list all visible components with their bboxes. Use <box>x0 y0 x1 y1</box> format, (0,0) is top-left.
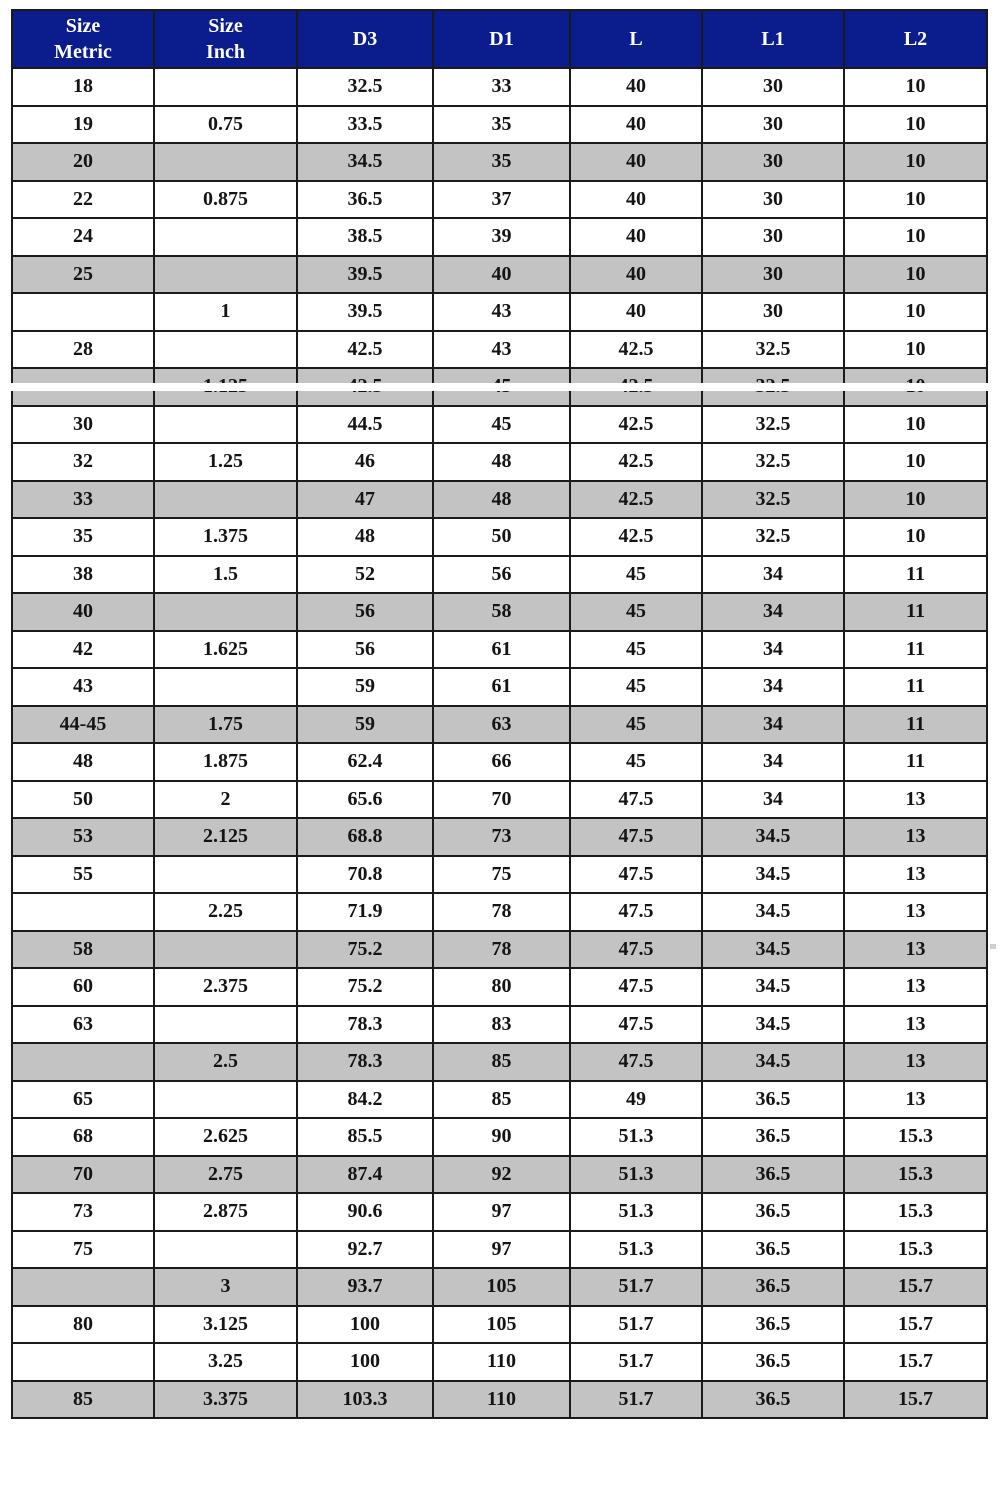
cell-l1: 34 <box>702 631 844 669</box>
cell-l1: 34 <box>702 781 844 819</box>
cell-size-inch <box>154 481 297 519</box>
cell-size-inch <box>154 256 297 294</box>
header-l1: L1 <box>702 10 844 68</box>
cell-size-inch: 1 <box>154 293 297 331</box>
cell-d3: 47 <box>297 481 433 519</box>
cell-l1: 36.5 <box>702 1231 844 1269</box>
cell-size-metric: 38 <box>12 556 154 594</box>
cell-l2: 11 <box>844 706 987 744</box>
cell-size-inch: 1.75 <box>154 706 297 744</box>
cell-size-metric: 44-45 <box>12 706 154 744</box>
cell-d3: 56 <box>297 593 433 631</box>
cell-l1: 34.5 <box>702 1006 844 1044</box>
table-row <box>12 856 987 894</box>
cell-d3: 59 <box>297 706 433 744</box>
cell-l2: 10 <box>844 331 987 369</box>
header-row <box>12 10 987 68</box>
cell-l1: 30 <box>702 293 844 331</box>
cell-d1: 85 <box>433 1043 570 1081</box>
cell-d1: 50 <box>433 518 570 556</box>
cell-d3: 90.6 <box>297 1193 433 1231</box>
cell-size-metric <box>12 293 154 331</box>
cell-l2: 11 <box>844 743 987 781</box>
cell-l1: 36.5 <box>702 1306 844 1344</box>
cell-d1: 73 <box>433 818 570 856</box>
cell-d3: 93.7 <box>297 1268 433 1306</box>
dimension-table <box>11 9 988 1419</box>
cell-l: 47.5 <box>570 893 702 931</box>
cell-size-inch <box>154 218 297 256</box>
cell-size-metric: 48 <box>12 743 154 781</box>
table-row <box>12 218 987 256</box>
cell-l2: 13 <box>844 818 987 856</box>
table-row <box>12 1231 987 1269</box>
cell-l2: 15.3 <box>844 1193 987 1231</box>
cell-l2: 13 <box>844 931 987 969</box>
cell-d3: 87.4 <box>297 1156 433 1194</box>
cell-d3: 39.5 <box>297 256 433 294</box>
cell-l: 40 <box>570 293 702 331</box>
table-row <box>12 1156 987 1194</box>
cell-size-inch: 0.875 <box>154 181 297 219</box>
cell-l2: 13 <box>844 1043 987 1081</box>
cell-l1: 34 <box>702 668 844 706</box>
cell-l1: 34.5 <box>702 931 844 969</box>
cell-d1: 78 <box>433 893 570 931</box>
cell-l2: 13 <box>844 1081 987 1119</box>
cell-size-inch <box>154 406 297 444</box>
cell-d3: 65.6 <box>297 781 433 819</box>
cell-l: 42.5 <box>570 481 702 519</box>
cell-size-metric: 28 <box>12 331 154 369</box>
cell-d3: 56 <box>297 631 433 669</box>
cell-size-metric: 42 <box>12 631 154 669</box>
cell-l: 42.5 <box>570 331 702 369</box>
cell-size-metric: 70 <box>12 1156 154 1194</box>
cell-d3: 38.5 <box>297 218 433 256</box>
cell-l1: 36.5 <box>702 1156 844 1194</box>
cell-size-metric: 22 <box>12 181 154 219</box>
cell-d1: 35 <box>433 106 570 144</box>
cell-l2: 10 <box>844 218 987 256</box>
cell-l1: 32.5 <box>702 406 844 444</box>
cell-l1: 36.5 <box>702 1343 844 1381</box>
cell-d3: 32.5 <box>297 68 433 106</box>
cell-l1: 36.5 <box>702 1381 844 1419</box>
cell-size-inch: 2.625 <box>154 1118 297 1156</box>
table-row <box>12 106 987 144</box>
cell-d1: 105 <box>433 1306 570 1344</box>
cell-l1: 30 <box>702 68 844 106</box>
cell-d1: 43 <box>433 331 570 369</box>
cell-d1: 80 <box>433 968 570 1006</box>
cell-l: 51.3 <box>570 1156 702 1194</box>
cell-d3: 100 <box>297 1306 433 1344</box>
cell-d3: 68.8 <box>297 818 433 856</box>
table-body <box>12 68 987 1418</box>
header-l2: L2 <box>844 10 987 68</box>
cell-d3: 33.5 <box>297 106 433 144</box>
cell-l2: 15.3 <box>844 1231 987 1269</box>
cell-l1: 32.5 <box>702 331 844 369</box>
cell-size-metric: 35 <box>12 518 154 556</box>
header-d1: D1 <box>433 10 570 68</box>
cell-size-inch <box>154 143 297 181</box>
cell-l: 45 <box>570 668 702 706</box>
cell-l: 45 <box>570 556 702 594</box>
cell-d3: 85.5 <box>297 1118 433 1156</box>
cell-l2: 15.3 <box>844 1118 987 1156</box>
cell-l2: 15.7 <box>844 1268 987 1306</box>
cell-d1: 48 <box>433 481 570 519</box>
cell-d1: 70 <box>433 781 570 819</box>
cell-size-inch: 2.375 <box>154 968 297 1006</box>
table-row <box>12 631 987 669</box>
cell-d3: 52 <box>297 556 433 594</box>
cell-l: 45 <box>570 706 702 744</box>
cell-l: 51.3 <box>570 1193 702 1231</box>
cell-d1: 43 <box>433 293 570 331</box>
cell-l1: 30 <box>702 143 844 181</box>
table-row <box>12 181 987 219</box>
cell-size-metric: 85 <box>12 1381 154 1419</box>
cell-l: 40 <box>570 256 702 294</box>
cell-d3: 100 <box>297 1343 433 1381</box>
table-row <box>12 1268 987 1306</box>
cell-d1: 85 <box>433 1081 570 1119</box>
cell-d1: 92 <box>433 1156 570 1194</box>
cell-l: 40 <box>570 143 702 181</box>
cell-d1: 58 <box>433 593 570 631</box>
cell-l2: 10 <box>844 106 987 144</box>
cell-d3: 42.5 <box>297 331 433 369</box>
cell-l: 51.7 <box>570 1306 702 1344</box>
cell-l1: 34.5 <box>702 818 844 856</box>
table-row <box>12 1081 987 1119</box>
cell-d1: 45 <box>433 406 570 444</box>
cell-d1: 61 <box>433 668 570 706</box>
table-row <box>12 556 987 594</box>
cell-size-inch <box>154 1231 297 1269</box>
table-row <box>12 518 987 556</box>
cell-d3: 71.9 <box>297 893 433 931</box>
cell-l1: 34.5 <box>702 893 844 931</box>
cell-size-inch: 3.375 <box>154 1381 297 1419</box>
cell-size-inch: 3 <box>154 1268 297 1306</box>
table-row <box>12 818 987 856</box>
cell-size-metric: 18 <box>12 68 154 106</box>
cell-l2: 10 <box>844 68 987 106</box>
cell-d1: 90 <box>433 1118 570 1156</box>
cell-d3: 36.5 <box>297 181 433 219</box>
cell-l2: 13 <box>844 856 987 894</box>
table-row <box>12 331 987 369</box>
table-row <box>12 68 987 106</box>
cell-d3: 70.8 <box>297 856 433 894</box>
cell-l2: 15.7 <box>844 1306 987 1344</box>
cell-d1: 56 <box>433 556 570 594</box>
cell-l1: 32.5 <box>702 481 844 519</box>
table-row <box>12 743 987 781</box>
cell-size-metric: 33 <box>12 481 154 519</box>
table-row <box>12 256 987 294</box>
cell-l2: 13 <box>844 893 987 931</box>
cell-d3: 34.5 <box>297 143 433 181</box>
cell-d3: 48 <box>297 518 433 556</box>
cell-d1: 35 <box>433 143 570 181</box>
cell-size-metric: 25 <box>12 256 154 294</box>
cell-l: 51.7 <box>570 1381 702 1419</box>
cell-l: 42.5 <box>570 518 702 556</box>
cell-size-inch <box>154 68 297 106</box>
cell-d3: 78.3 <box>297 1006 433 1044</box>
cell-l: 40 <box>570 181 702 219</box>
cell-size-metric: 63 <box>12 1006 154 1044</box>
cell-size-inch: 2.125 <box>154 818 297 856</box>
cell-size-inch: 3.25 <box>154 1343 297 1381</box>
cell-d3: 78.3 <box>297 1043 433 1081</box>
cell-size-metric: 60 <box>12 968 154 1006</box>
cell-l1: 36.5 <box>702 1268 844 1306</box>
cell-l1: 34 <box>702 556 844 594</box>
cell-l: 47.5 <box>570 856 702 894</box>
cell-size-metric: 32 <box>12 443 154 481</box>
cell-size-metric: 20 <box>12 143 154 181</box>
cell-l2: 10 <box>844 443 987 481</box>
table-row <box>12 593 987 631</box>
cell-l2: 10 <box>844 293 987 331</box>
cell-size-inch: 1.625 <box>154 631 297 669</box>
cell-l: 45 <box>570 593 702 631</box>
cell-size-inch <box>154 1081 297 1119</box>
cell-d1: 97 <box>433 1193 570 1231</box>
cell-size-metric <box>12 1043 154 1081</box>
cell-l: 51.7 <box>570 1268 702 1306</box>
cell-d3: 44.5 <box>297 406 433 444</box>
cell-size-inch: 1.375 <box>154 518 297 556</box>
cell-size-metric: 40 <box>12 593 154 631</box>
cell-l: 47.5 <box>570 781 702 819</box>
cell-l2: 13 <box>844 968 987 1006</box>
cell-d1: 110 <box>433 1343 570 1381</box>
cell-d1: 33 <box>433 68 570 106</box>
cell-d1: 39 <box>433 218 570 256</box>
cell-size-inch: 2.75 <box>154 1156 297 1194</box>
cell-l: 42.5 <box>570 406 702 444</box>
table-row <box>12 406 987 444</box>
cell-l: 49 <box>570 1081 702 1119</box>
cell-size-metric: 75 <box>12 1231 154 1269</box>
table-header <box>12 10 987 68</box>
cell-d3: 92.7 <box>297 1231 433 1269</box>
table-row <box>12 1118 987 1156</box>
table-row <box>12 668 987 706</box>
cell-l: 47.5 <box>570 1006 702 1044</box>
cell-d1: 61 <box>433 631 570 669</box>
cell-l2: 10 <box>844 256 987 294</box>
table-row <box>12 893 987 931</box>
cell-d1: 40 <box>433 256 570 294</box>
cell-l: 47.5 <box>570 818 702 856</box>
cell-l2: 15.7 <box>844 1343 987 1381</box>
cell-l1: 30 <box>702 218 844 256</box>
cell-d1: 75 <box>433 856 570 894</box>
cell-l1: 30 <box>702 106 844 144</box>
cell-d1: 37 <box>433 181 570 219</box>
table-row <box>12 1043 987 1081</box>
cell-l2: 13 <box>844 781 987 819</box>
cell-l1: 30 <box>702 256 844 294</box>
cell-l: 47.5 <box>570 1043 702 1081</box>
header-size-inch: Size Inch <box>154 10 297 68</box>
cell-l1: 34 <box>702 743 844 781</box>
cell-size-inch: 2 <box>154 781 297 819</box>
cell-l: 42.5 <box>570 443 702 481</box>
cell-l1: 36.5 <box>702 1118 844 1156</box>
cell-size-inch: 3.125 <box>154 1306 297 1344</box>
cell-size-inch: 1.5 <box>154 556 297 594</box>
cell-d3: 103.3 <box>297 1381 433 1419</box>
header-size-metric: Size Metric <box>12 10 154 68</box>
table-row <box>12 143 987 181</box>
cell-l: 45 <box>570 631 702 669</box>
cell-l2: 15.3 <box>844 1156 987 1194</box>
cell-l2: 15.7 <box>844 1381 987 1419</box>
table-row <box>12 1306 987 1344</box>
cell-d3: 84.2 <box>297 1081 433 1119</box>
cell-size-metric: 73 <box>12 1193 154 1231</box>
scan-seam <box>0 383 1000 391</box>
cell-l1: 34 <box>702 593 844 631</box>
cell-l2: 10 <box>844 518 987 556</box>
cell-d1: 83 <box>433 1006 570 1044</box>
cell-d3: 75.2 <box>297 968 433 1006</box>
cell-l: 51.3 <box>570 1118 702 1156</box>
table-row <box>12 1381 987 1419</box>
cell-l2: 10 <box>844 481 987 519</box>
cell-d1: 110 <box>433 1381 570 1419</box>
cell-l1: 36.5 <box>702 1081 844 1119</box>
cell-size-metric: 68 <box>12 1118 154 1156</box>
cell-size-metric <box>12 1268 154 1306</box>
cell-size-metric: 50 <box>12 781 154 819</box>
cell-size-metric: 58 <box>12 931 154 969</box>
cell-size-metric: 19 <box>12 106 154 144</box>
cell-l2: 10 <box>844 406 987 444</box>
cell-l1: 34.5 <box>702 856 844 894</box>
cell-l: 51.3 <box>570 1231 702 1269</box>
table-row <box>12 781 987 819</box>
table-row <box>12 931 987 969</box>
cell-d3: 75.2 <box>297 931 433 969</box>
table-row <box>12 706 987 744</box>
cell-size-inch: 2.5 <box>154 1043 297 1081</box>
cell-d1: 63 <box>433 706 570 744</box>
cell-l: 40 <box>570 68 702 106</box>
cell-size-inch: 0.75 <box>154 106 297 144</box>
cell-size-inch <box>154 1006 297 1044</box>
cell-size-inch <box>154 931 297 969</box>
cell-size-metric: 65 <box>12 1081 154 1119</box>
cell-l1: 32.5 <box>702 443 844 481</box>
cell-d1: 66 <box>433 743 570 781</box>
cell-l: 45 <box>570 743 702 781</box>
cell-d3: 59 <box>297 668 433 706</box>
scan-speck <box>990 944 996 949</box>
cell-l1: 34 <box>702 706 844 744</box>
cell-size-metric <box>12 1343 154 1381</box>
cell-d3: 39.5 <box>297 293 433 331</box>
cell-l2: 11 <box>844 593 987 631</box>
table-row <box>12 968 987 1006</box>
cell-size-metric: 24 <box>12 218 154 256</box>
cell-l: 40 <box>570 106 702 144</box>
cell-l: 40 <box>570 218 702 256</box>
cell-size-metric: 43 <box>12 668 154 706</box>
cell-l: 51.7 <box>570 1343 702 1381</box>
cell-l2: 10 <box>844 181 987 219</box>
cell-l2: 11 <box>844 556 987 594</box>
cell-l2: 10 <box>844 143 987 181</box>
header-d3: D3 <box>297 10 433 68</box>
table-row <box>12 293 987 331</box>
cell-size-metric: 55 <box>12 856 154 894</box>
cell-size-inch <box>154 668 297 706</box>
table-row <box>12 1193 987 1231</box>
cell-size-metric: 53 <box>12 818 154 856</box>
header-l: L <box>570 10 702 68</box>
cell-d1: 97 <box>433 1231 570 1269</box>
cell-size-inch <box>154 331 297 369</box>
cell-size-metric <box>12 893 154 931</box>
cell-size-inch <box>154 593 297 631</box>
cell-l2: 11 <box>844 668 987 706</box>
table-row <box>12 443 987 481</box>
cell-l1: 34.5 <box>702 968 844 1006</box>
cell-d1: 78 <box>433 931 570 969</box>
cell-size-inch: 2.25 <box>154 893 297 931</box>
cell-l2: 13 <box>844 1006 987 1044</box>
cell-l: 47.5 <box>570 968 702 1006</box>
table-row <box>12 1343 987 1381</box>
table-row <box>12 1006 987 1044</box>
cell-size-metric: 80 <box>12 1306 154 1344</box>
cell-l1: 32.5 <box>702 518 844 556</box>
cell-l: 47.5 <box>570 931 702 969</box>
cell-d3: 46 <box>297 443 433 481</box>
cell-d1: 105 <box>433 1268 570 1306</box>
cell-d3: 62.4 <box>297 743 433 781</box>
cell-size-metric: 30 <box>12 406 154 444</box>
cell-size-inch: 1.875 <box>154 743 297 781</box>
cell-d1: 48 <box>433 443 570 481</box>
cell-l1: 34.5 <box>702 1043 844 1081</box>
table-row <box>12 481 987 519</box>
cell-size-inch <box>154 856 297 894</box>
cell-size-inch: 2.875 <box>154 1193 297 1231</box>
cell-size-inch: 1.25 <box>154 443 297 481</box>
cell-l2: 11 <box>844 631 987 669</box>
cell-l1: 30 <box>702 181 844 219</box>
cell-l1: 36.5 <box>702 1193 844 1231</box>
